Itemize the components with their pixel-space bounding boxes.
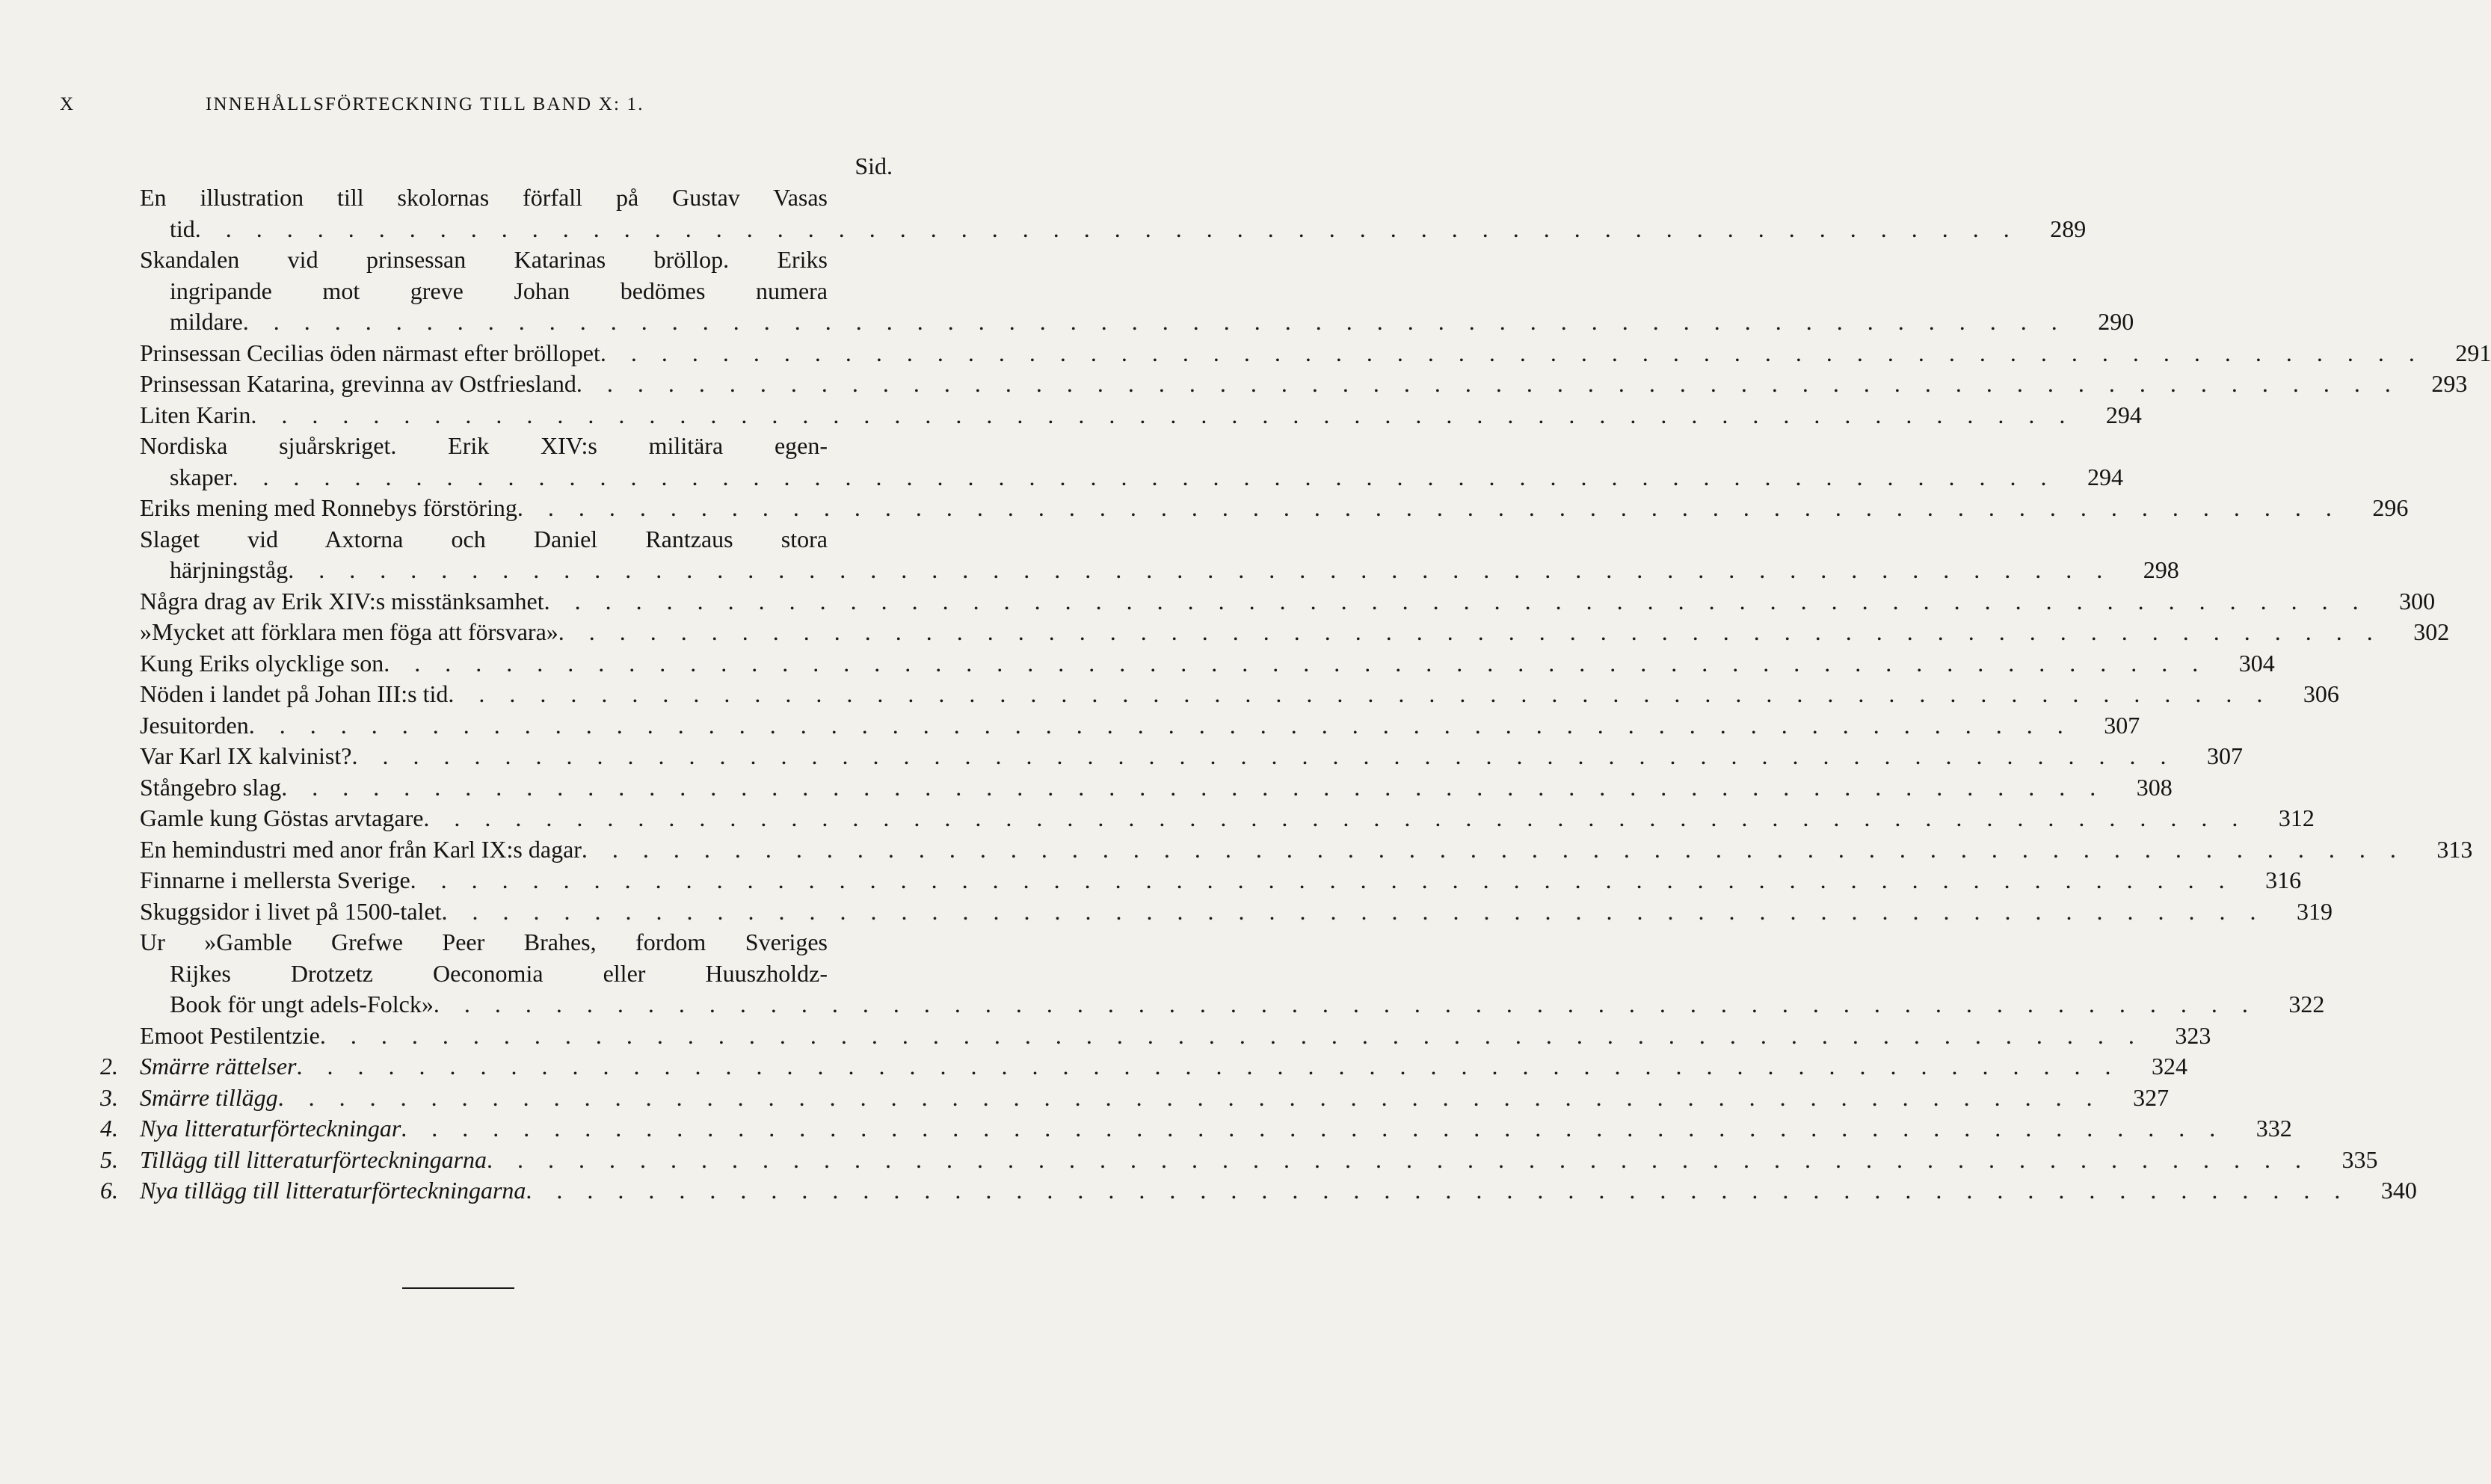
dot-leader: . . . . . . . . . . . . . . . . . . . . . . . . . . . . . . . . . . . . . . . . . . . . . . . . . . . . . . . . . . . . <box>296 1053 2120 1080</box>
numbered-toc-entry <box>0 1175 2417 1207</box>
dot-leader: . . . . . . . . . . . . . . . . . . . . . . . . . . . . . . . . . . . . . . . . . . . . . . . . . . . . . . . . . . . . <box>288 556 2112 583</box>
entry-text-line: Nordiska sjuårskriget. Erik XIV:s militära egen- <box>140 432 828 459</box>
entry-final-line <box>140 896 2333 928</box>
dot-leader: . . . . . . . . . . . . . . . . . . . . . . . . . . . . . . . . . . . . . . . . . . . . . . . . . . . . . . . . . . . . <box>242 308 2067 335</box>
header-title: INNEHÅLLSFÖRTECKNING TILL BAND X: 1. <box>206 94 644 114</box>
entry-page-number: 324 <box>2151 1053 2187 1080</box>
entry-final-line <box>140 772 2173 804</box>
entry-number: 5. <box>100 1145 118 1173</box>
toc-entry <box>0 648 2275 680</box>
closing-rule <box>402 1287 514 1289</box>
dot-leader: . . . . . . . . . . . . . . . . . . . . . . . . . . . . . . . . . . . . . . . . . . . . . . . . . . . . . . . . . . . . <box>544 587 2368 615</box>
entry-text: Prinsessan Cecilias öden närmast efter bröllopet <box>140 339 600 366</box>
toc-entry <box>0 741 2243 772</box>
entry-text-line: ingripande mot greve Johan bedömes numera <box>170 277 828 304</box>
dot-leader: . . . . . . . . . . . . . . . . . . . . . . . . . . . . . . . . . . . . . . . . . . . . . . . . . . . . . . . . . . . . <box>423 804 2247 831</box>
entry-page-number: 307 <box>2104 711 2140 739</box>
toc-entry <box>0 834 2473 866</box>
entry-page-number: 335 <box>2341 1145 2378 1173</box>
entry-final-line <box>140 586 2436 618</box>
dot-leader: . . . . . . . . . . . . . . . . . . . . . . . . . . . . . . . . . . . . . . . . . . . . . . . . . . . . . . . . . . . . <box>576 370 2401 397</box>
numbered-toc-entry <box>0 1051 2187 1083</box>
entry-page-number: 323 <box>2175 1021 2211 1049</box>
entry-text: mildare <box>170 308 243 335</box>
dot-leader: . . . . . . . . . . . . . . . . . . . . . . . . . . . . . . . . . . . . . . . . . . . . . . . . . . . . . . . . . . . . <box>517 494 2341 521</box>
entry-text: Tillägg till litteraturförteckningarna <box>140 1145 487 1173</box>
entry-text: Jesuitorden <box>140 711 249 739</box>
entry-text: skaper <box>170 463 233 490</box>
page-column-label: Sid. <box>855 153 893 179</box>
entry-text: Kung Eriks olycklige son <box>140 649 384 677</box>
entry-text: »Mycket att förklara men föga att försvara» <box>140 618 558 645</box>
entry-final-line <box>170 462 2124 493</box>
entry-text: Liten Karin <box>140 401 251 428</box>
dot-leader: . . . . . . . . . . . . . . . . . . . . . . . . . . . . . . . . . . . . . . . . . . . . . . . . . . . . . . . . . . . . <box>433 991 2258 1017</box>
dot-leader: . . . . . . . . . . . . . . . . . . . . . . . . . . . . . . . . . . . . . . . . . . . . . . . . . . . . . . . . . . . . <box>410 866 2235 893</box>
entry-page-number: 312 <box>2278 804 2315 831</box>
header-page-number: X <box>60 94 76 114</box>
entry-final-line <box>140 400 2142 431</box>
entry-page-number: 291 <box>2455 339 2491 366</box>
entry-text: En hemindustri med anor från Karl IX:s dagar <box>140 835 582 863</box>
entry-text: Prinsessan Katarina, grevinna av Ostfriesland <box>140 370 576 397</box>
entry-page-number: 340 <box>2380 1177 2417 1204</box>
dot-leader: . . . . . . . . . . . . . . . . . . . . . . . . . . . . . . . . . . . . . . . . . . . . . . . . . . . . . . . . . . . . <box>600 339 2424 366</box>
entry-text-line: Rijkes Drotzetz Oeconomia eller Huuszholdz- <box>170 959 828 987</box>
entry-final-line <box>140 803 2315 834</box>
entry-final-line <box>140 1113 2292 1145</box>
entry-final-line <box>140 741 2243 772</box>
toc-entry <box>0 617 2450 648</box>
entry-page-number: 306 <box>2303 680 2339 707</box>
entry-page-number: 289 <box>2050 215 2087 242</box>
entry-text: Eriks mening med Ronnebys förstöring <box>140 494 517 521</box>
toc-entry <box>0 431 2124 493</box>
toc-entry <box>0 493 2409 524</box>
toc-entry <box>0 338 2491 369</box>
entry-final-line <box>140 834 2473 866</box>
entry-page-number: 294 <box>2105 401 2142 428</box>
entry-final-line <box>170 214 2087 245</box>
entry-final-line <box>170 555 2179 586</box>
entry-page-number: 319 <box>2297 897 2333 925</box>
entry-number: 2. <box>100 1053 118 1080</box>
entry-page-number: 294 <box>2087 463 2124 490</box>
entry-text: Emoot Pestilentzie <box>140 1021 320 1049</box>
entry-page-number: 300 <box>2399 587 2436 615</box>
entry-text: tid <box>170 215 195 242</box>
dot-leader: . . . . . . . . . . . . . . . . . . . . . . . . . . . . . . . . . . . . . . . . . . . . . . . . . . . . . . . . . . . . <box>384 649 2208 677</box>
entry-final-line <box>140 865 2302 896</box>
entry-final-line <box>140 493 2409 524</box>
entry-page-number: 298 <box>2143 556 2179 583</box>
entry-page-number: 307 <box>2206 742 2243 769</box>
entry-text: Nya litteraturförteckningar <box>140 1115 401 1142</box>
entry-final-line <box>140 338 2491 369</box>
entry-final-line <box>140 369 2468 400</box>
dot-leader: . . . . . . . . . . . . . . . . . . . . . . . . . . . . . . . . . . . . . . . . . . . . . . . . . . . . . . . . . . . . <box>232 463 2057 490</box>
numbered-toc-entry <box>0 1113 2292 1145</box>
entry-final-line <box>140 617 2450 648</box>
dot-leader: . . . . . . . . . . . . . . . . . . . . . . . . . . . . . . . . . . . . . . . . . . . . . . . . . . . . . . . . . . . . <box>581 835 2406 863</box>
dot-leader: . . . . . . . . . . . . . . . . . . . . . . . . . . . . . . . . . . . . . . . . . . . . . . . . . . . . . . . . . . . . <box>448 680 2272 707</box>
entry-final-line <box>140 710 2140 742</box>
entry-final-line <box>140 648 2275 680</box>
toc-entry <box>0 369 2468 400</box>
toc-entry <box>0 1020 2211 1052</box>
dot-leader: . . . . . . . . . . . . . . . . . . . . . . . . . . . . . . . . . . . . . . . . . . . . . . . . . . . . . . . . . . . . <box>401 1115 2225 1142</box>
entry-page-number: 316 <box>2265 866 2302 893</box>
entry-number: 3. <box>100 1083 118 1111</box>
entry-final-line <box>140 679 2339 710</box>
entry-page-number: 332 <box>2256 1115 2292 1142</box>
entry-final-line <box>140 1083 2170 1114</box>
entry-final-line <box>140 1145 2378 1176</box>
entry-final-line <box>170 307 2134 338</box>
numbered-toc-entry <box>0 1083 2170 1114</box>
toc-entry <box>0 710 2140 742</box>
entry-number: 4. <box>100 1115 118 1142</box>
dot-leader: . . . . . . . . . . . . . . . . . . . . . . . . . . . . . . . . . . . . . . . . . . . . . . . . . . . . . . . . . . . . <box>487 1145 2311 1173</box>
dot-leader: . . . . . . . . . . . . . . . . . . . . . . . . . . . . . . . . . . . . . . . . . . . . . . . . . . . . . . . . . . . . <box>351 742 2176 769</box>
entry-text: Smärre rättelser <box>140 1053 297 1080</box>
entry-page-number: 296 <box>2372 494 2409 521</box>
entry-final-line <box>140 1051 2187 1083</box>
entry-page-number: 293 <box>2431 370 2468 397</box>
dot-leader: . . . . . . . . . . . . . . . . . . . . . . . . . . . . . . . . . . . . . . . . . . . . . . . . . . . . . . . . . . . . <box>277 1083 2102 1111</box>
toc-entry <box>0 927 2325 1020</box>
entry-text: Book för ungt adels-Folck» <box>170 991 434 1017</box>
dot-leader: . . . . . . . . . . . . . . . . . . . . . . . . . . . . . . . . . . . . . . . . . . . . . . . . . . . . . . . . . . . . <box>248 711 2073 739</box>
dot-leader: . . . . . . . . . . . . . . . . . . . . . . . . . . . . . . . . . . . . . . . . . . . . . . . . . . . . . . . . . . . . <box>194 215 2019 242</box>
table-of-contents <box>0 182 2491 1207</box>
toc-entry <box>0 803 2315 834</box>
toc-entry <box>0 524 2179 586</box>
dot-leader: . . . . . . . . . . . . . . . . . . . . . . . . . . . . . . . . . . . . . . . . . . . . . . . . . . . . . . . . . . . . <box>281 773 2105 801</box>
dot-leader: . . . . . . . . . . . . . . . . . . . . . . . . . . . . . . . . . . . . . . . . . . . . . . . . . . . . . . . . . . . . <box>319 1021 2144 1049</box>
toc-entry <box>0 400 2142 431</box>
entry-final-line <box>140 1020 2211 1052</box>
toc-entry <box>0 679 2339 710</box>
entry-text: Smärre tillägg <box>140 1083 278 1111</box>
dot-leader: . . . . . . . . . . . . . . . . . . . . . . . . . . . . . . . . . . . . . . . . . . . . . . . . . . . . . . . . . . . . <box>558 618 2383 645</box>
entry-page-number: 290 <box>2098 308 2134 335</box>
numbered-toc-entry <box>0 1145 2378 1176</box>
entry-page-number: 308 <box>2136 773 2173 801</box>
toc-entry <box>0 244 2134 338</box>
entry-text: Gamle kung Göstas arvtagare <box>140 804 424 831</box>
entry-final-line <box>140 1175 2417 1207</box>
entry-page-number: 304 <box>2238 649 2275 677</box>
entry-text: Nya tillägg till litteraturförteckningarna <box>140 1177 526 1204</box>
entry-page-number: 322 <box>2288 991 2325 1017</box>
entry-text-line: En illustration till skolornas förfall på Gustav Vasas <box>140 184 828 211</box>
toc-entry <box>0 772 2173 804</box>
entry-final-line <box>170 989 2325 1020</box>
entry-text: Stångebro slag <box>140 773 282 801</box>
toc-entry <box>0 586 2436 618</box>
entry-text: Finnarne i mellersta Sverige <box>140 866 410 893</box>
entry-text: Nöden i landet på Johan III:s tid <box>140 680 449 707</box>
dot-leader: . . . . . . . . . . . . . . . . . . . . . . . . . . . . . . . . . . . . . . . . . . . . . . . . . . . . . . . . . . . . <box>526 1177 2350 1204</box>
toc-entry <box>0 865 2302 896</box>
entry-page-number: 327 <box>2133 1083 2170 1111</box>
dot-leader: . . . . . . . . . . . . . . . . . . . . . . . . . . . . . . . . . . . . . . . . . . . . . . . . . . . . . . . . . . . . <box>250 401 2075 428</box>
entry-text: härjningståg <box>170 556 289 583</box>
toc-entry <box>0 182 2087 244</box>
entry-text: Skuggsidor i livet på 1500-talet <box>140 897 442 925</box>
entry-text-line: Skandalen vid prinsessan Katarinas bröllop. Eriks <box>140 246 828 273</box>
entry-text-line: Ur »Gamble Grefwe Peer Brahes, fordom Sveriges <box>140 929 828 955</box>
entry-number: 6. <box>100 1177 118 1204</box>
entry-text: Var Karl IX kalvinist? <box>140 742 352 769</box>
entry-page-number: 313 <box>2436 835 2473 863</box>
toc-entry <box>0 896 2333 928</box>
entry-text: Några drag av Erik XIV:s misstänksamhet <box>140 587 544 615</box>
running-header <box>60 94 882 124</box>
dot-leader: . . . . . . . . . . . . . . . . . . . . . . . . . . . . . . . . . . . . . . . . . . . . . . . . . . . . . . . . . . . . <box>441 897 2265 925</box>
entry-text-line: Slaget vid Axtorna och Daniel Rantzaus stora <box>140 525 828 552</box>
entry-page-number: 302 <box>2413 618 2450 645</box>
